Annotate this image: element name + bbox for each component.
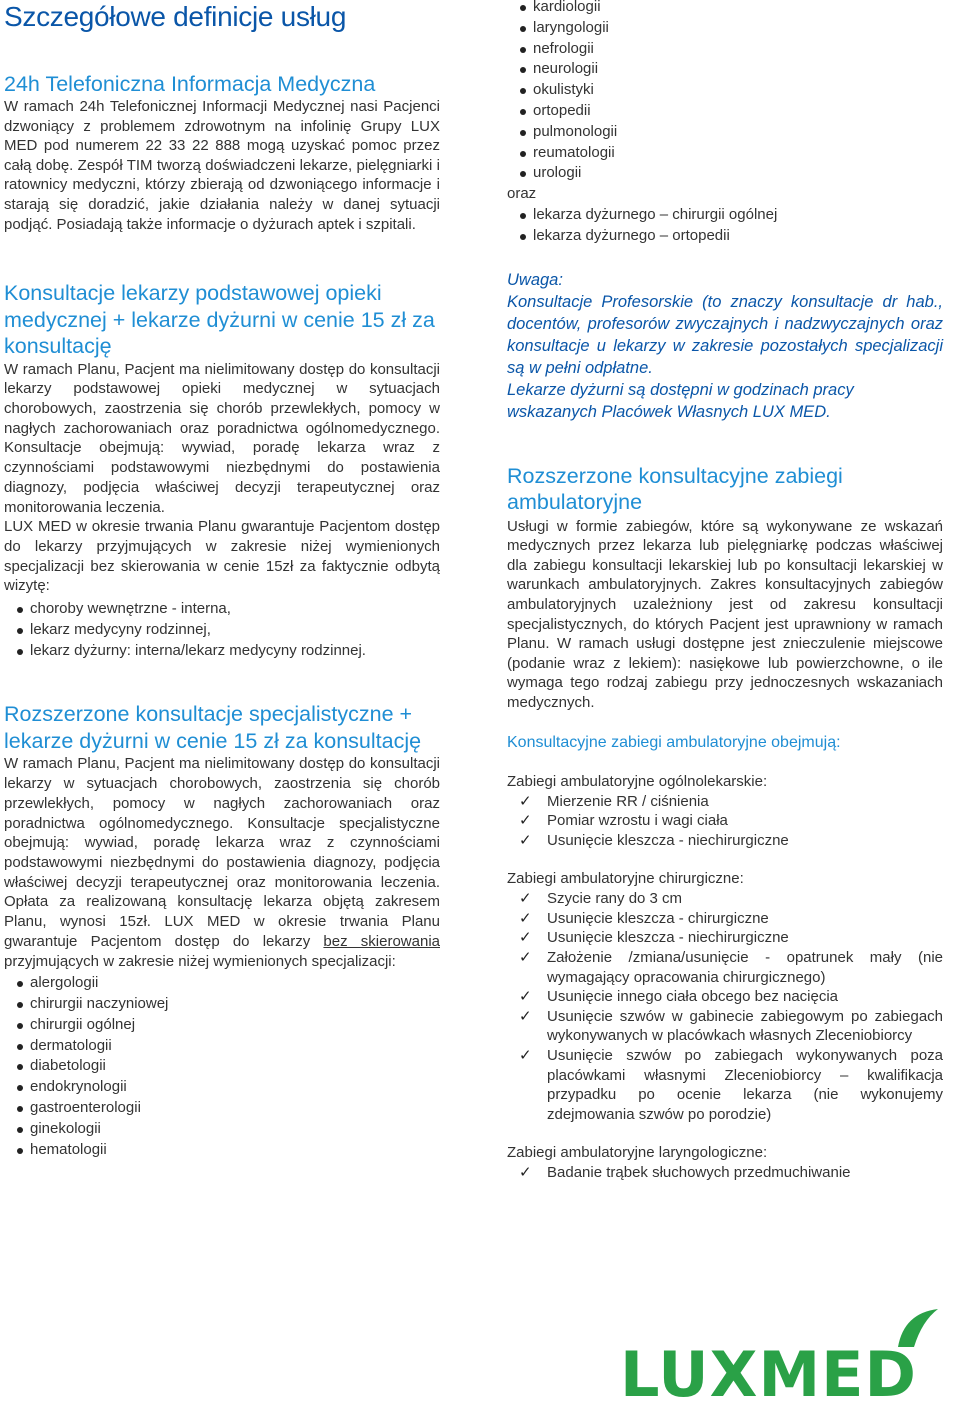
list-item: ✓ Usunięcie kleszcza - niechirurgiczne [519,929,789,947]
list-item: lekarz dyżurny: interna/lekarz medycyny rodzinnej. [4,641,440,662]
list-item: ✓ Usunięcie kleszcza - chirurgiczne [519,909,769,927]
check-icon: ✓ [519,988,532,1006]
basic-care-list [4,599,440,661]
luxmed-logo [620,1307,950,1411]
procedures-subheading: Konsultacyjne zabiegi ambulatoryjne obejmują: [507,733,841,751]
left-column [4,0,440,1160]
check-icon: ✓ [519,1047,532,1065]
check-icon: ✓ [519,1164,532,1182]
list-item: dermatologii [4,1036,440,1057]
list-item: lekarza dyżurnego – ortopedii [507,226,943,247]
logo-wordmark: LUXMED [620,1338,917,1411]
check-icon: ✓ [519,929,532,947]
section-text-tim: W ramach 24h Telefonicznej Informacji Medycznej nasi Pacjenci dzwoniący z problemem zdrowotnym na infolinię Grupy LUX MED pod numerem 22 33 22 888 mogą uzyskać pomoc przez całą dobę. Zespół TIM tworzą doświadczeni lekarze, pielęgniarki i ratownicy medyczni, którzy zbierają od dzwoniącego informacje i starają się doradzić, jakie działania należy w danej sytuacji podjąć. Posiadają także informacje o dyżurach aptek i szpitali. [4,98,440,233]
laryngology-procedures-list [507,1163,943,1183]
section-text-procedures: Usługi w formie zabiegów, które są wykonywane ze wskazań medycznych przez lekarza lub pielęgniarkę podczas właściwej dla zabiegu konsultacji lekarskiej lub po konsultacji lekarskiej w warunkach ambulatoryjnych. Zakres konsultacyjnych zabiegów ambulatoryjnych uzależniony jest od zakresu konsultacji specjalistycznych, do których Pacjent jest uprawniony w ramach Planu. W ramach usługi dostępne jest znieczulenie miejscowe (podanie wraz z lekiem): nasiękowe lub powierzchowne, o ile wymaga tego rodzaj zabiegu przy jednoczesnych wskazaniach medycznych. [507,517,943,711]
list-item: okulistyki [507,80,943,101]
list-item: ortopedii [507,101,943,122]
category-general: Zabiegi ambulatoryjne ogólnolekarskie: [507,772,768,790]
specialist-list [4,973,440,1160]
list-item: ginekologii [4,1119,440,1140]
no-referral-text: bez skierowania [323,932,440,950]
right-column [507,0,943,1183]
section-heading-basic-care: Konsultacje lekarzy podstawowej opieki medycznej + lekarze dyżurni w cenie 15 zł za konsultację [4,281,435,359]
category-laryngology: Zabiegi ambulatoryjne laryngologiczne: [507,1144,768,1162]
list-item: laryngologii [507,18,943,39]
list-item: nefrologii [507,39,943,60]
list-item: ✓ Założenie /zmiana/usunięcie - opatrunek mały (nie wymagający opracowania chirurgicznego) [519,949,943,986]
section-text-specialist: W ramach Planu, Pacjent ma nielimitowany dostęp do konsultacji lekarzy w sytuacjach chorobowych, zaostrzenia się chorób przewlekłych, pomocy w nagłych zachorowaniach oraz poradnictwa ogólnomedycznego. Konsultacje specjalistyczne obejmują: wywiad, poradę lekarza wraz z czynnościami podstawowymi niezbędnymi do postawienia diagnozy, podjęcia właściwej decyzji terapeutycznej oraz monitorowania leczenia. Opłata za realizowaną konsultację lekarza objętą zakresem Planu, wynosi 15zł. LUX MED w okresie trwania Planu gwarantuje Pacjentom dostęp do lekarzy bez skierowania przyjmujących w zakresie niżej wymienionych specjalizacji: [4,755,440,970]
list-item: lekarz medycyny rodzinnej, [4,620,440,641]
list-item: gastroenterologii [4,1098,440,1119]
section-text-basic-care: W ramach Planu, Pacjent ma nielimitowany dostęp do konsultacji lekarzy podstawowej opieki medycznej w sytuacjach chorobowych, zaostrzenia się chorób przewlekłych, pomocy w nagłych zachorowaniach oraz poradnictwa ogólnomedycznego. Konsultacje obejmują: wywiad, poradę lekarza wraz z czynnościami podstawowymi niezbędnymi do postawienia diagnozy, podjęcia właściwej decyzji terapeutycznej oraz monitorowania leczenia. [4,360,440,516]
list-item: ✓ Szycie rany do 3 cm [519,890,683,908]
list-item: chirurgii naczyniowej [4,994,440,1015]
list-item: kardiologii [507,0,943,18]
oraz-text: oraz [507,185,537,203]
note-label: Uwaga: [507,270,563,289]
list-item: urologii [507,163,943,184]
duty-list [507,205,943,247]
check-icon: ✓ [519,792,532,810]
page-title: Szczegółowe definicje usług [4,1,347,32]
list-item: diabetologii [4,1056,440,1077]
list-item: ✓ Usunięcie kleszcza - niechirurgiczne [519,831,789,849]
list-item: alergologii [4,973,440,994]
list-item: reumatologii [507,143,943,164]
check-icon: ✓ [519,890,532,908]
check-icon: ✓ [519,909,532,927]
section-heading-specialist: Rozszerzone konsultacje specjalistyczne + lekarze dyżurni w cenie 15 zł za konsultację [4,702,422,753]
check-icon: ✓ [519,949,532,967]
list-item: ✓ Usunięcie innego ciała obcego bez nacięcia [519,988,839,1006]
list-item: chirurgii ogólnej [4,1015,440,1036]
check-icon: ✓ [519,812,532,830]
category-surgical: Zabiegi ambulatoryjne chirurgiczne: [507,870,744,888]
check-icon: ✓ [519,831,532,849]
section-text-basic-care-guarantee: LUX MED w okresie trwania Planu gwarantuje Pacjentom dostęp do lekarzy przyjmujących w zakresie niżej wymienionych specjalizacji bez skierowania w cenie 15zł za faktycznie odbytą wizytę: [4,518,440,595]
list-item: ✓ Badanie trąbek słuchowych przedmuchiwanie [519,1164,851,1182]
list-item: ✓ Pomiar wzrostu i wagi ciała [519,812,728,830]
general-procedures-list [507,792,943,851]
section-heading-tim: 24h Telefoniczna Informacja Medyczna [4,72,376,96]
list-item: endokrynologii [4,1077,440,1098]
list-item: pulmonologii [507,122,943,143]
section-heading-procedures: Rozszerzone konsultacyjne zabiegi ambulatoryjne [507,463,843,514]
note-text-duty: Lekarze dyżurni są dostępni w godzinach pracy wskazanych Placówek Własnych LUX MED. [507,380,854,421]
list-item: ✓ Usunięcie szwów po zabiegach wykonywanych poza placówkami własnymi Zleceniobiorcy – kwalifikacja przypadku po ocenie lekarza (nie wykonujemy zdejmowania szwów po porodzie) [519,1047,943,1123]
list-item: choroby wewnętrzne - interna, [4,599,440,620]
note-text-professor: Konsultacje Profesorskie (to znaczy konsultacje dr hab., docentów, profesorów zwyczajnych i nadzwyczajnych oraz konsultacje u lekarzy w zakresie pozostałych specjalizacji są w pełni odpłatne. [507,292,943,377]
check-icon: ✓ [519,1007,532,1025]
surgical-procedures-list [507,889,943,1124]
list-item: ✓ Usunięcie szwów w gabinecie zabiegowym po zabiegach wykonywanych w placówkach własnych Zleceniobiorcy [519,1007,943,1045]
list-item: hematologii [4,1140,440,1161]
list-item: neurologii [507,59,943,80]
specialist-list-continued [507,0,943,184]
list-item: lekarza dyżurnego – chirurgii ogólnej [507,205,943,226]
list-item: ✓ Mierzenie RR / ciśnienia [519,792,709,810]
